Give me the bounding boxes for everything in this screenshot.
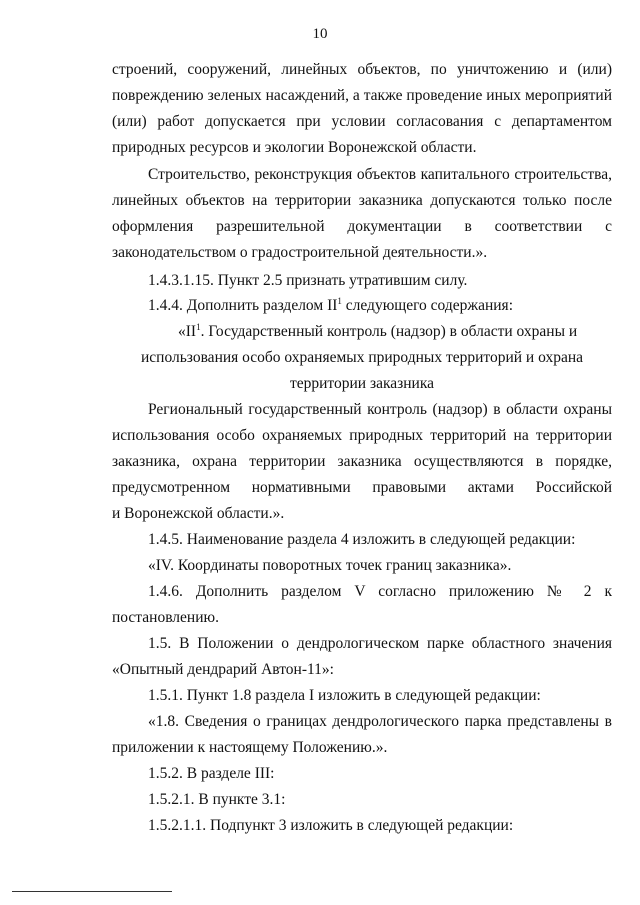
text-line: Строительство, реконструкция объектов капитального строительства, [148,166,612,183]
text-fragment: следующего содержания: [345,297,513,314]
text-line: и Воронежской области.». [112,505,285,522]
text-line: 1.5. В Положении о дендрологическом парке областного значения [148,635,612,652]
text-fragment: . Государственный контроль (надзор) в области охраны и [200,323,578,340]
text-fragment: «II [178,323,197,340]
superscript: 1 [337,296,342,306]
text-line [148,296,612,316]
text-fragment: 1.4.4. Дополнить разделом II [148,297,338,314]
text-line: 1.5.2.1. В пункте 3.1: [148,791,286,808]
text-line: повреждению зеленых насаждений, а также проведение иных мероприятий [112,87,612,104]
section-heading: территории заказника [289,375,435,392]
text-line: Региональный государственный контроль (надзор) в области охраны [148,401,612,418]
text-line: (или) работ допускается при условии согласования с департаментом [112,113,612,130]
superscript: 1 [196,322,201,332]
text-line: оформления разрешительной документации в соответствии с [112,218,612,235]
section-heading: использования особо охраняемых природных территорий и охрана [140,349,584,366]
text-line: «1.8. Сведения о границах дендрологического парка представлены в [148,713,612,730]
text-line: природных ресурсов и экологии Воронежской области. [112,139,477,156]
footer-divider [12,891,172,892]
section-heading [178,322,612,342]
text-line: предусмотренном нормативными правовыми актами Российской [112,479,612,496]
text-line: заказника, охрана территории заказника осуществляются в порядке, [112,453,612,470]
text-line: 1.4.3.1.15. Пункт 2.5 признать утратившим силу. [148,272,468,289]
text-line: линейных объектов на территории заказника допускаются только после [112,192,612,209]
text-line: использования особо охраняемых природных территорий на территории [112,427,612,444]
text-line: 1.5.1. Пункт 1.8 раздела I изложить в следующей редакции: [148,687,541,704]
text-line: 1.5.2.1.1. Подпункт 3 изложить в следующей редакции: [148,817,514,834]
text-line: «IV. Координаты поворотных точек границ заказника». [148,557,512,574]
text-line: 1.4.6. Дополнить разделом V согласно приложению № 2 к [148,583,612,600]
text-line: постановлению. [112,609,219,626]
text-line: законодательством о градостроительной деятельности.». [112,244,488,261]
text-line: «Опытный дендрарий Автон-11»: [112,661,334,678]
page-number: 10 [312,26,328,42]
text-line: 1.5.2. В разделе III: [148,765,275,782]
text-line: приложении к настоящему Положению.». [112,739,388,756]
text-line: 1.4.5. Наименование раздела 4 изложить в следующей редакции: [148,531,576,548]
text-line: строений, сооружений, линейных объектов, по уничтожению и (или) [112,61,612,78]
